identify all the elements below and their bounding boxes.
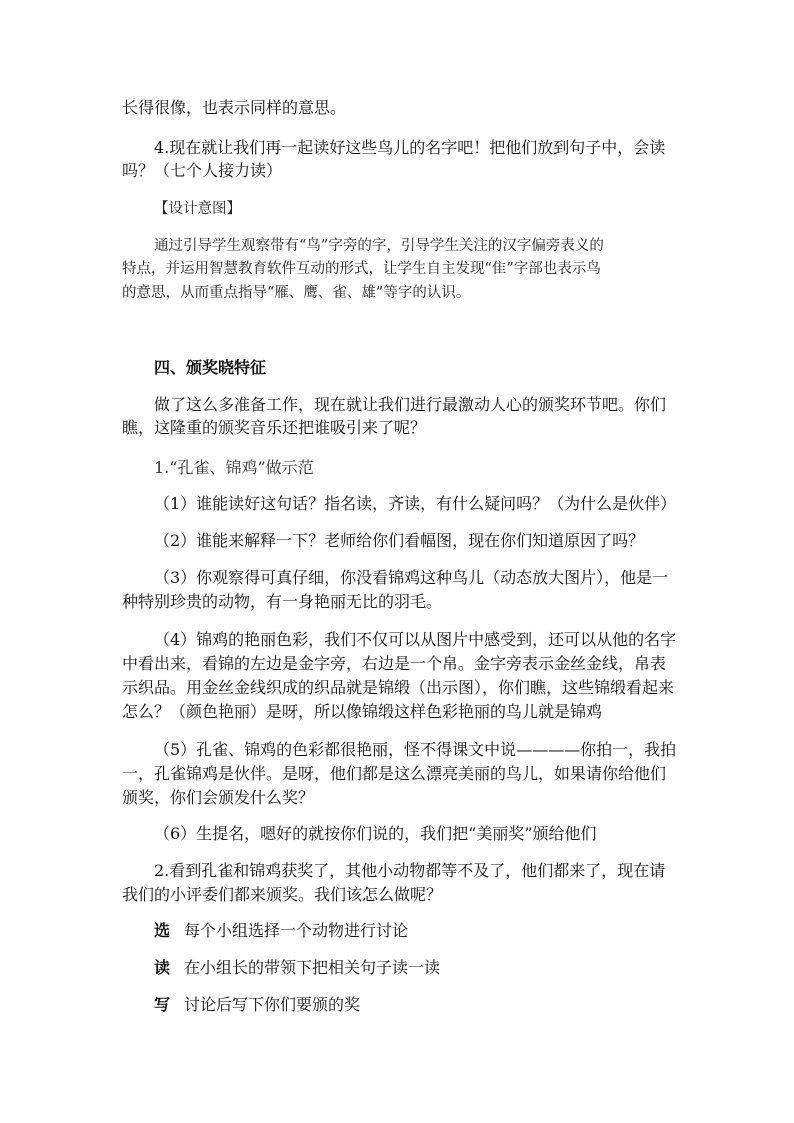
sub-item: 一，孔雀锦鸡是伙伴。是呀，他们都是这么漂亮美丽的鸟儿，如果请你给他们 [122,764,667,783]
paragraph-line: 我们的小评委们都来颁奖。我们该怎么做呢？ [122,885,443,904]
paragraph-line: 吗？（七个人接力读） [122,161,283,180]
step-text: 讨论后写下你们要颁的奖 [184,995,361,1014]
step-row [154,958,440,978]
step-label: 写 [154,995,171,1014]
sub-item: （5）孔雀、锦鸡的色彩都很艳丽，怪不得课文中说————你拍一，我拍 [154,740,677,759]
sub-item: 示织品。用金丝金线织成的织品就是锦缎（出示图），你们瞧，这些锦缎看起来 [122,678,675,697]
paragraph-line: 4.现在就让我们再一起读好这些鸟儿的名字吧！把他们放到句子中，会读 [154,138,666,157]
step-row [154,921,408,941]
sub-item: （6）生提名，嗯好的就按你们说的，我们把“美丽奖”颁给他们 [154,824,597,843]
paragraph-line: 瞧，这隆重的颁奖音乐还把谁吸引来了呢？ [122,418,427,437]
design-heading: 【设计意图】 [154,201,241,217]
sub-item: （2）谁能来解释一下？老师给你们看幅图，现在你们知道原因了吗？ [154,531,645,550]
step-text: 在小组长的带领下把相关句子读一读 [184,958,441,977]
sub-item: 中看出来，看锦的左边是金字旁，右边是一个帛。金字旁表示金丝金线，帛表 [122,654,667,673]
sub-item: 怎么？（颜色艳丽）是呀，所以像锦缎这样色彩艳丽的鸟儿就是锦鸡 [122,702,603,721]
design-text-line: 特点，并运用智慧教育软件互动的形式，让学生自主发现“隹”字部也表示鸟 [122,261,601,277]
step-label: 读 [154,958,171,977]
paragraph-line: 长得很像，也表示同样的意思。 [122,98,347,117]
sub-item: （3）你观察得可真仔细，你没看锦鸡这种鸟儿（动态放大图片），他是一 [154,568,669,587]
paragraph-line: 2.看到孔雀和锦鸡获奖了，其他小动物都等不及了，他们都来了，现在请 [154,861,666,880]
design-text-line: 的意思，从而重点指导“雁、鹰、雀、雄”等字的认识。 [122,285,471,301]
step-row [154,995,360,1015]
sub-item: 种特别珍贵的动物，有一身艳丽无比的羽毛。 [122,592,443,611]
design-text-line: 通过引导学生观察带有“鸟”字旁的字，引导学生关注的汉字偏旁表义的 [154,238,604,254]
paragraph-line: 做了这么多准备工作，现在就让我们进行最激动人心的颁奖环节吧。你们 [154,395,667,414]
sub-item: 颁奖，你们会颁发什么奖？ [122,788,315,807]
item-title: 1.“孔雀、锦鸡”做示范 [154,458,314,477]
step-text: 每个小组选择一个动物进行讨论 [184,921,409,940]
sub-item: （1）谁能读好这句话？指名读，齐读，有什么疑问吗？（为什么是伙伴） [154,494,677,513]
section-heading: 四、颁奖晓特征 [154,358,267,377]
step-label: 选 [154,921,171,940]
sub-item: （4）锦鸡的艳丽色彩，我们不仅可以从图片中感受到，还可以从他的名字 [154,630,677,649]
